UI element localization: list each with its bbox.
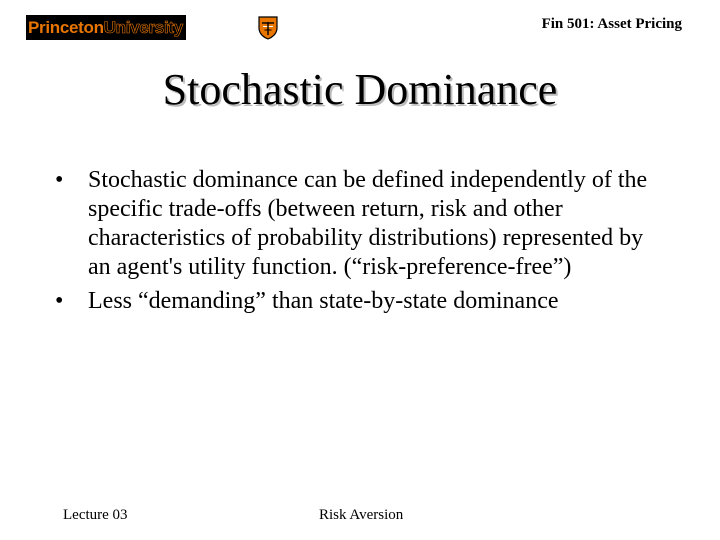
- logo-word-princeton: Princeton: [28, 18, 104, 37]
- princeton-university-logo: [26, 15, 252, 40]
- bullet-marker: •: [55, 288, 64, 314]
- bullet-list: [55, 166, 670, 321]
- bullet-text: Less “demanding” than state-by-state dominance: [88, 288, 559, 314]
- bullet-item: [55, 287, 670, 316]
- princeton-shield-icon: [258, 16, 278, 40]
- logo-wordmark: [26, 15, 186, 40]
- bullet-text: Stochastic dominance can be defined independently of the specific trade-offs (between return, risk and other characteristics of probability distributions) represented by an agent's utility function. (“risk-preference-free”): [88, 167, 648, 280]
- bullet-item: [55, 166, 670, 282]
- logo-text: [28, 17, 183, 38]
- bullet-marker: •: [55, 167, 64, 193]
- slide-title: Stochastic Dominance: [162, 65, 558, 114]
- course-title: Fin 501: Asset Pricing: [541, 16, 682, 32]
- logo-word-university: University: [103, 18, 183, 37]
- footer-topic: Risk Aversion: [319, 507, 404, 523]
- footer-lecture: Lecture 03: [63, 507, 128, 523]
